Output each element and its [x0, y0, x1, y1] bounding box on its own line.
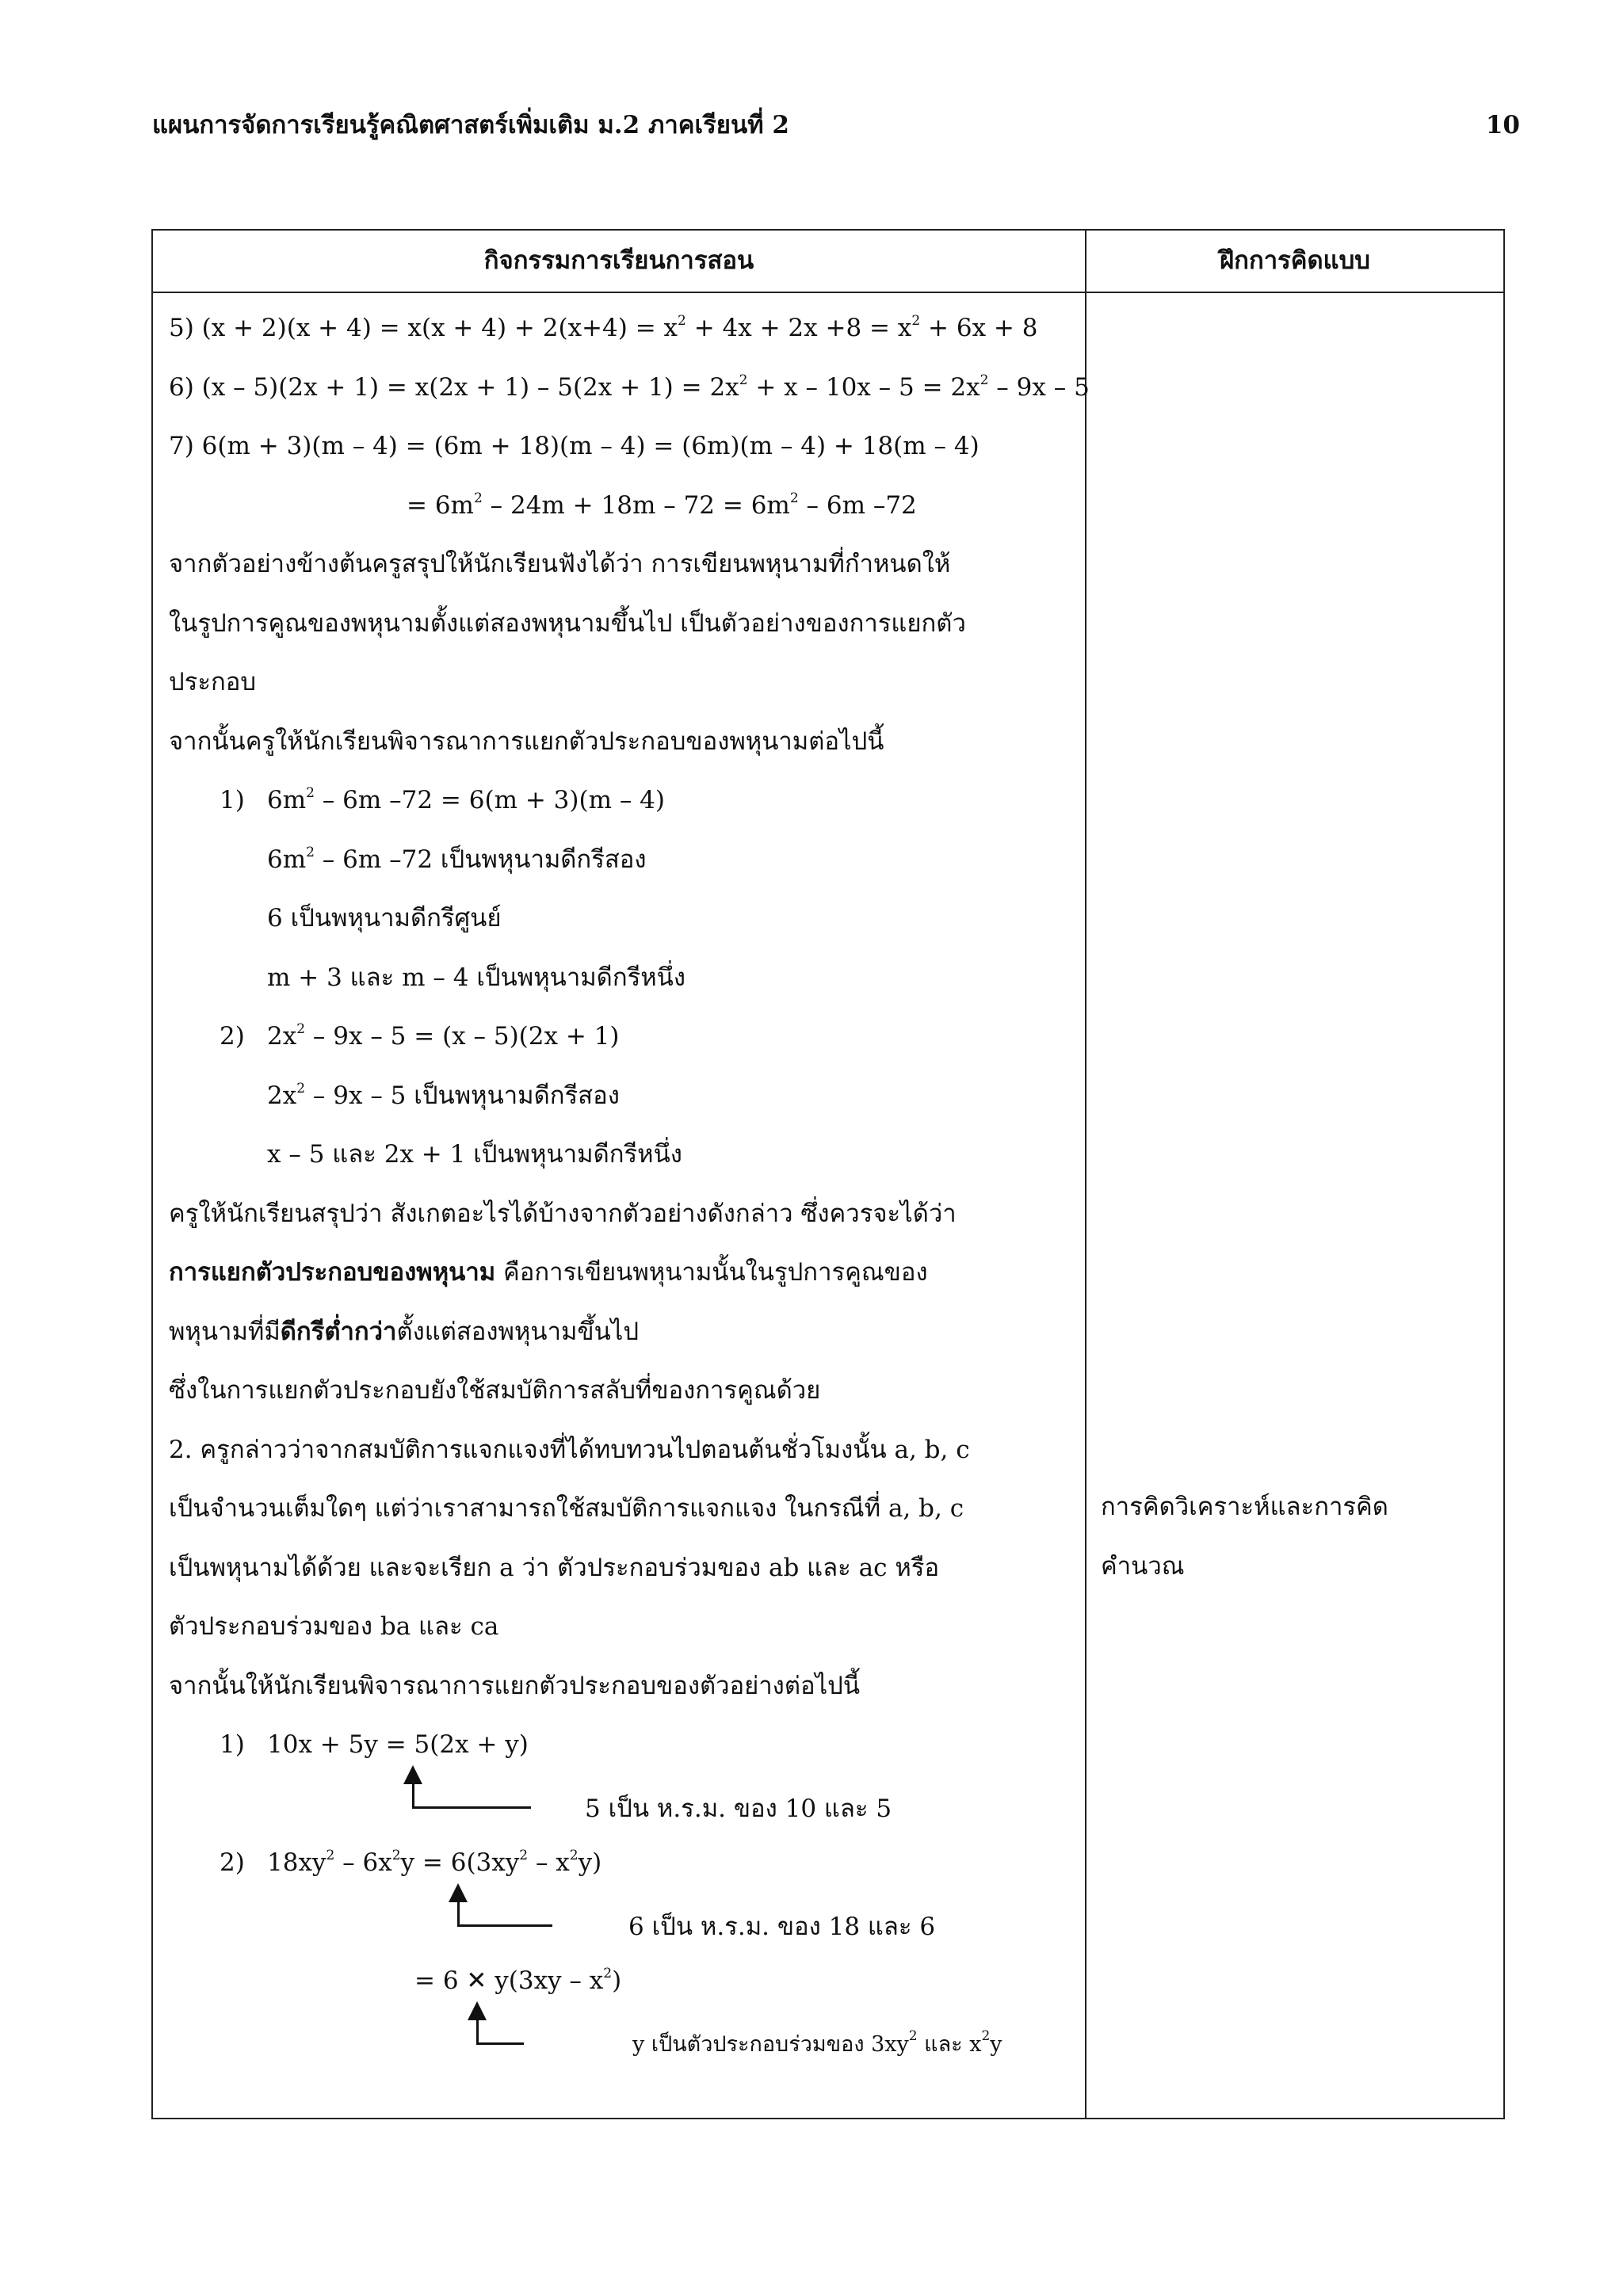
superscript: 2 [981, 2027, 991, 2044]
thinking-skill-line-2: คำนวณ [1101, 1551, 1185, 1581]
paragraph-line: จากนั้นครูให้นักเรียนพิจารณาการแยกตัวประกอบของพหุนามต่อไปนี้ [169, 727, 884, 756]
superscript: 2 [789, 490, 799, 506]
text-run: 6m [267, 786, 307, 814]
text-run: – x [528, 1848, 570, 1877]
annotation-text: 6 เป็น ห.ร.ม. ของ 18 และ 6 [628, 1912, 936, 1941]
arrow-line [476, 2042, 524, 2045]
item-1-equation [169, 776, 1072, 835]
thinking-skill-line-1: การคิดวิเคราะห์และการคิด [1101, 1493, 1388, 1521]
superscript: 2 [296, 1021, 306, 1037]
item-2-line-1 [169, 1071, 1072, 1131]
item-1-line-2: 6 เป็นพหุนามดีกรีศูนย์ [267, 904, 502, 933]
annotation-arrow-3 [169, 2016, 1072, 2075]
text-run: y) [578, 1848, 602, 1877]
superscript: 2 [473, 490, 483, 506]
header-divider [153, 292, 1503, 293]
text-run: – 6x [334, 1848, 392, 1877]
item-number: 2) [220, 1022, 245, 1051]
text-run: = 6 [414, 1966, 467, 1995]
annotation-arrow-2 [169, 1897, 1072, 1957]
column-divider [1085, 231, 1086, 2118]
superscript: 2 [306, 844, 315, 860]
paragraph-line: จากตัวอย่างข้างต้นครูสรุปให้นักเรียนฟังได้ว่า การเขียนพหุนามที่กำหนดให้ [169, 550, 951, 578]
text-run: – 24m + 18m – 72 = 6m [482, 490, 790, 520]
text-run: y [990, 2031, 1002, 2057]
item-1-line-1 [169, 835, 1072, 894]
example-7-line-2 [169, 481, 1072, 540]
item-number: 1) [220, 786, 245, 814]
item-number: 2) [220, 1848, 245, 1877]
arrow-stem [457, 1901, 460, 1926]
superscript: 2 [678, 313, 686, 329]
superscript: 2 [569, 1848, 579, 1863]
text-run: – 9x – 5 [988, 372, 1090, 402]
page-number: 10 [1485, 111, 1520, 139]
superscript: 2 [306, 785, 315, 801]
text-run: ตั้งแต่สองพหุนามขึ้นไป [396, 1317, 640, 1346]
text-run: – 9x – 5 = (x – 5)(2x + 1) [305, 1022, 620, 1051]
thinking-skill-note [1101, 1482, 1493, 1600]
superscript: 2 [603, 1966, 613, 1981]
annotation-text: 5 เป็น ห.ร.ม. ของ 10 และ 5 [585, 1794, 892, 1823]
superscript: 2 [391, 1848, 401, 1863]
summary-line-2 [169, 1248, 1072, 1307]
paragraph-line: เป็นพหุนามได้ด้วย และจะเรียก a ว่า ตัวประกอบร่วมของ ab และ ac หรือ [169, 1553, 940, 1582]
emphasis-term: ดีกรีต่ำกว่า [280, 1317, 397, 1346]
summary-line-3 [169, 1307, 1072, 1367]
times-icon: ✕ [466, 1966, 487, 1995]
text-run: y เป็นตัวประกอบร่วมของ 3xy [632, 2031, 909, 2057]
text-run: y = 6(3xy [400, 1848, 520, 1877]
text-run: 6m [267, 845, 307, 874]
annotation-arrow-1 [169, 1779, 1072, 1839]
arrow-head-icon [403, 1765, 422, 1784]
factor-example-2-step [169, 1956, 1072, 2016]
page-header-title: แผนการจัดการเรียนรู้คณิตศาสตร์เพิ่มเติม ม.2 ภาคเรียนที่ 2 [152, 111, 789, 139]
text-run: – 6m –72 เป็นพหุนามดีกรีสอง [314, 845, 647, 874]
text-run: = 6m [407, 490, 474, 520]
paragraph-line: ในรูปการคูณของพหุนามตั้งแต่สองพหุนามขึ้นไป เป็นตัวอย่างของการแยกตัว [169, 608, 966, 638]
summary-line-4: ซึ่งในการแยกตัวประกอบยังใช้สมบัติการสลับที่ของการคูณด้วย [169, 1376, 821, 1405]
text-run: 2x [267, 1081, 297, 1110]
column-header-thinking: ฝึกการคิดแบบ [1220, 246, 1370, 275]
arrow-stem [476, 2019, 479, 2044]
superscript: 2 [911, 313, 921, 329]
text-run: คือการเขียนพหุนามนั้นในรูปการคูณของ [495, 1258, 928, 1287]
superscript: 2 [739, 372, 748, 388]
arrow-line [412, 1806, 531, 1809]
factor-example-2 [169, 1838, 1072, 1897]
item-1-line-3: m + 3 และ m – 4 เป็นพหุนามดีกรีหนึ่ง [267, 963, 685, 992]
column-header-activities: กิจกรรมการเรียนการสอน [483, 246, 754, 275]
factor-example-1 [169, 1720, 1072, 1779]
text-run: และ x [917, 2031, 982, 2057]
arrow-stem [412, 1783, 414, 1808]
arrow-head-icon [449, 1883, 468, 1902]
paragraph-line: เป็นจำนวนเต็มใดๆ แต่ว่าเราสามารถใช้สมบัติการแจกแจง ในกรณีที่ a, b, c [169, 1494, 964, 1523]
text-run: – 6m –72 = 6(m + 3)(m – 4) [314, 786, 665, 814]
text-run: พหุนามที่มี [169, 1317, 281, 1346]
summary-line-1: ครูให้นักเรียนสรุปว่า สังเกตอะไรได้บ้างจากตัวอย่างดังกล่าว ซึ่งควรจะได้ว่า [169, 1199, 957, 1228]
text-run: + 6x + 8 [920, 314, 1038, 342]
arrow-head-icon [468, 2001, 487, 2020]
item-number: 1) [220, 1730, 245, 1759]
lesson-table [151, 229, 1505, 2119]
item-2-line-2: x – 5 และ 2x + 1 เป็นพหุนามดีกรีหนึ่ง [267, 1140, 682, 1169]
superscript: 2 [326, 1848, 335, 1863]
activities-content [169, 303, 1090, 2074]
annotation-text [632, 2020, 1002, 2069]
paragraph-line: 2. ครูกล่าวว่าจากสมบัติการแจกแจงที่ได้ทบทวนไปตอนต้นชั่วโมงนั้น a, b, c [169, 1435, 970, 1464]
definition-term: การแยกตัวประกอบของพหุนาม [169, 1258, 496, 1287]
text-run: – 9x – 5 เป็นพหุนามดีกรีสอง [305, 1081, 620, 1110]
example-5 [169, 303, 1072, 363]
superscript: 2 [980, 372, 989, 388]
example-7-line-1: 7) 6(m + 3)(m – 4) = (6m + 18)(m – 4) = (6m)(m – 4) + 18(m – 4) [169, 432, 980, 460]
text-run: 6) (x – 5)(2x + 1) = x(2x + 1) – 5(2x + 1) = 2x [169, 372, 739, 402]
paragraph-line: จากนั้นให้นักเรียนพิจารณาการแยกตัวประกอบของตัวอย่างต่อไปนี้ [169, 1671, 861, 1700]
text-run: 2x [267, 1022, 297, 1051]
arrow-line [457, 1924, 552, 1927]
text-run: + 4x + 2x +8 = x [685, 314, 912, 342]
text-run: 18xy [267, 1848, 327, 1877]
superscript: 2 [519, 1848, 529, 1863]
text-run: 5) (x + 2)(x + 4) = x(x + 4) + 2(x+4) = x [169, 314, 678, 342]
text-run: ) [612, 1966, 622, 1995]
text-run: + x – 10x – 5 = 2x [747, 372, 980, 402]
text-run: 10x + 5y = 5(2x + y) [267, 1730, 529, 1759]
example-6 [169, 363, 1090, 422]
superscript: 2 [296, 1080, 306, 1097]
superscript: 2 [908, 2027, 918, 2044]
item-2-equation [169, 1012, 1072, 1071]
text-run: y(3xy – x [487, 1966, 604, 1995]
text-run: – 6m –72 [798, 490, 917, 520]
paragraph-line: ตัวประกอบร่วมของ ba และ ca [169, 1612, 499, 1641]
paragraph-line: ประกอบ [169, 668, 257, 696]
